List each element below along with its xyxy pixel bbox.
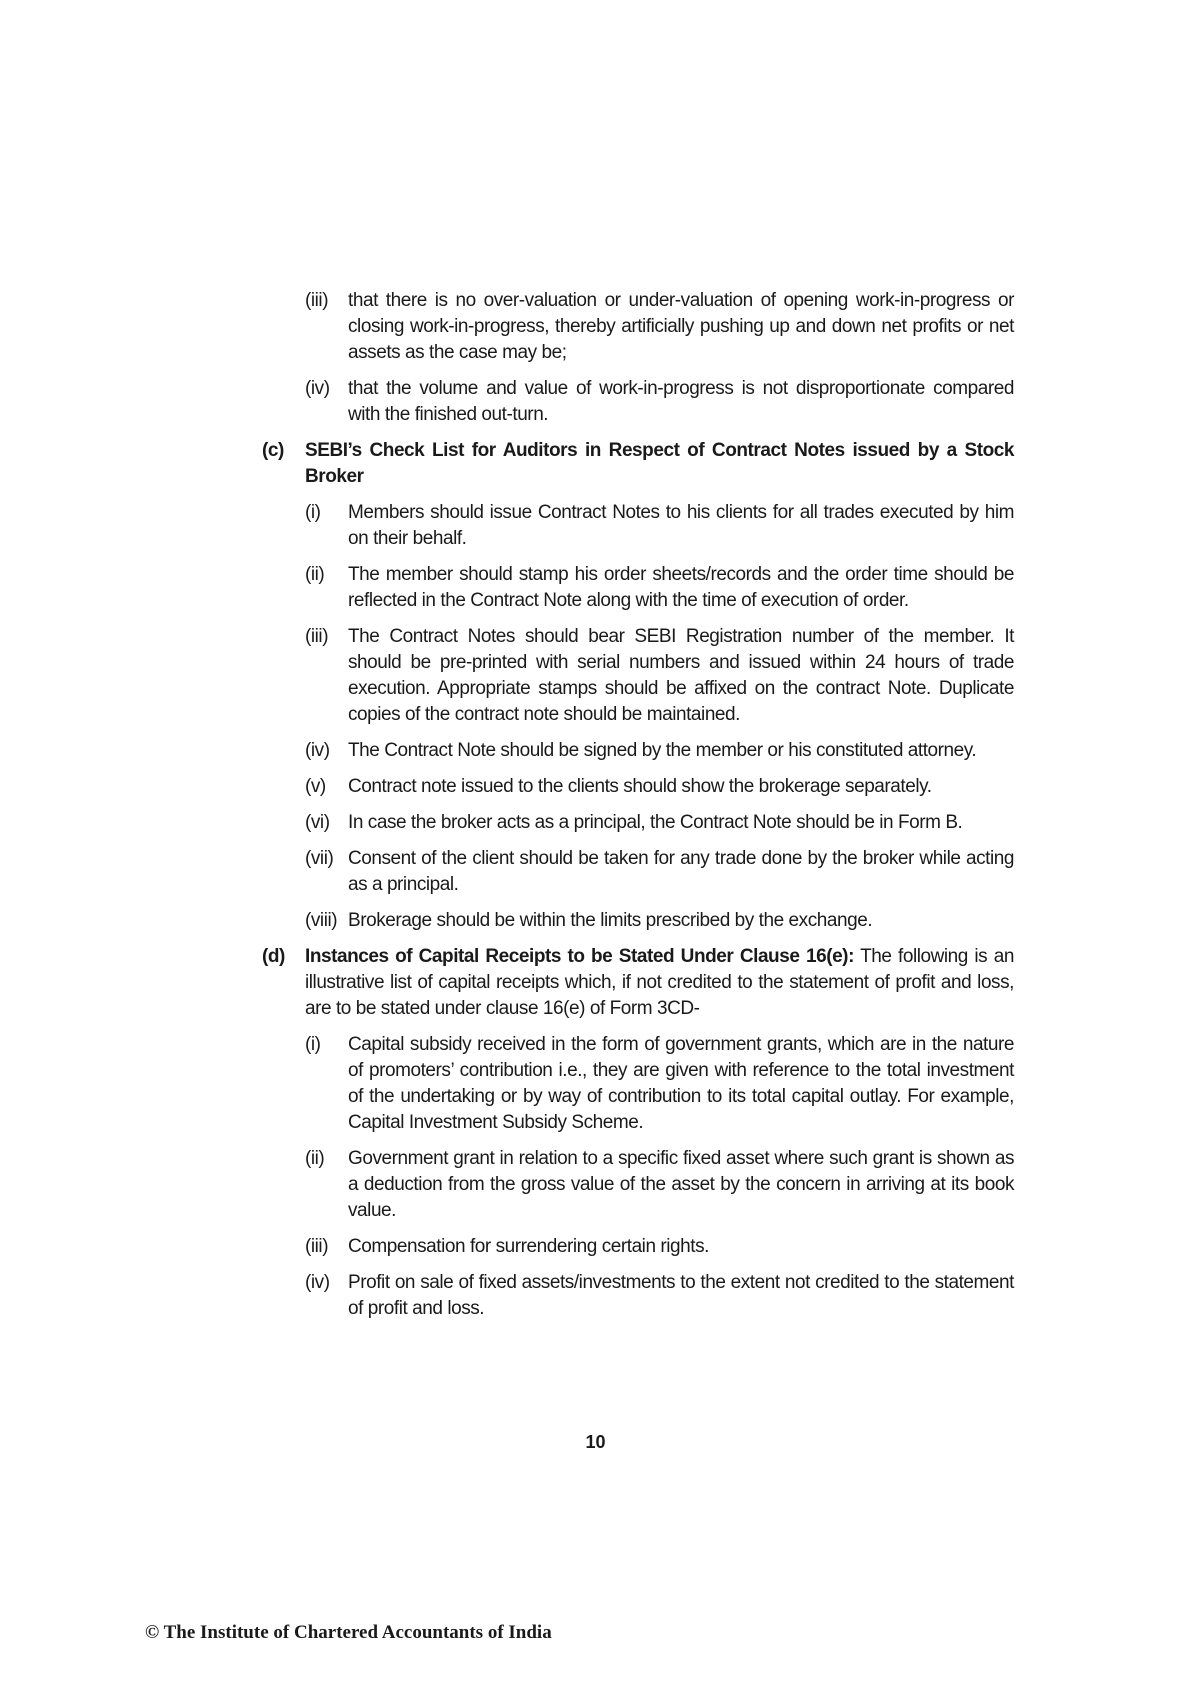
list-item <box>262 1032 1014 1136</box>
item-text: Profit on sale of fixed assets/investments to the extent not credited to the statement of profit and loss. <box>348 1272 1014 1319</box>
section-title: SEBI’s Check List for Auditors in Respect of Contract Notes issued by a Stock Broker <box>305 440 1014 487</box>
section-title: Instances of Capital Receipts to be Stated Under Clause 16(e): <box>305 946 854 967</box>
list-item <box>262 810 1014 836</box>
item-marker: (iii) <box>305 1236 329 1257</box>
item-text: The member should stamp his order sheets/records and the order time should be reflected in the Contract Note along with the time of execution of order. <box>348 564 1014 611</box>
item-text: Compensation for surrendering certain rights. <box>348 1236 709 1257</box>
item-text: Capital subsidy received in the form of government grants, which are in the nature of promoters’ contribution i.e., they are given with reference to the total investment of the undertaking or by way of contribution to its total capital outlay. For example, Capital Investment Subsidy Scheme. <box>348 1034 1014 1133</box>
item-text: Government grant in relation to a specific fixed asset where such grant is shown as a deduction from the gross value of the asset by the concern in arriving at its book value. <box>348 1148 1014 1221</box>
item-text: The Contract Notes should bear SEBI Registration number of the member. It should be pre-printed with serial numbers and issued within 24 hours of trade execution. Appropriate stamps should be affixed on the contract Note. Duplicate copies of the contract note should be maintained. <box>348 626 1014 725</box>
item-marker: (ii) <box>305 1148 325 1169</box>
section-intro: The following is an illustrative list of capital receipts which, if not credited to the statement of profit and loss, are to be stated under clause 16(e) of Form 3CD- <box>305 946 1014 1019</box>
list-item <box>262 1234 1014 1260</box>
item-text: Consent of the client should be taken for any trade done by the broker while acting as a principal. <box>348 848 1014 895</box>
item-marker: (iii) <box>305 290 329 311</box>
section-marker: (d) <box>262 946 285 967</box>
section-marker: (c) <box>262 440 284 461</box>
list-item <box>262 908 1014 934</box>
list-item <box>262 500 1014 552</box>
item-marker: (iii) <box>305 626 329 647</box>
item-text: Contract note issued to the clients should show the brokerage separately. <box>348 776 932 797</box>
list-item <box>262 624 1014 728</box>
section-c-heading <box>262 438 1014 490</box>
page-body <box>262 288 1014 1332</box>
section-d-heading <box>262 944 1014 1022</box>
item-marker: (ii) <box>305 564 325 585</box>
item-marker: (iv) <box>305 740 330 761</box>
list-item <box>262 774 1014 800</box>
item-marker: (vi) <box>305 812 330 833</box>
list-item <box>262 376 1014 428</box>
item-text: that there is no over-valuation or under-valuation of opening work-in-progress or closing work-in-progress, thereby artificially pushing up and down net profits or net assets as the case may be; <box>348 290 1014 363</box>
item-marker: (i) <box>305 502 321 523</box>
item-marker: (iv) <box>305 378 330 399</box>
item-text: Members should issue Contract Notes to his clients for all trades executed by him on their behalf. <box>348 502 1014 549</box>
page-number: 10 <box>585 1432 606 1452</box>
list-item <box>262 846 1014 898</box>
item-marker: (i) <box>305 1034 321 1055</box>
section-paragraph <box>305 944 1014 1022</box>
list-item <box>262 738 1014 764</box>
list-item <box>262 562 1014 614</box>
item-marker: (v) <box>305 776 326 797</box>
item-text: In case the broker acts as a principal, the Contract Note should be in Form B. <box>348 812 963 833</box>
item-marker: (viii) <box>305 910 338 931</box>
list-item <box>262 1270 1014 1322</box>
list-item <box>262 1146 1014 1224</box>
item-marker: (iv) <box>305 1272 330 1293</box>
list-item <box>262 288 1014 366</box>
item-text: Brokerage should be within the limits prescribed by the exchange. <box>348 910 873 931</box>
item-marker: (vii) <box>305 848 334 869</box>
footer-copyright: © The Institute of Chartered Accountants of India <box>145 1622 552 1643</box>
item-text: that the volume and value of work-in-progress is not disproportionate compared with the finished out-turn. <box>348 378 1014 425</box>
item-text: The Contract Note should be signed by the member or his constituted attorney. <box>348 740 977 761</box>
